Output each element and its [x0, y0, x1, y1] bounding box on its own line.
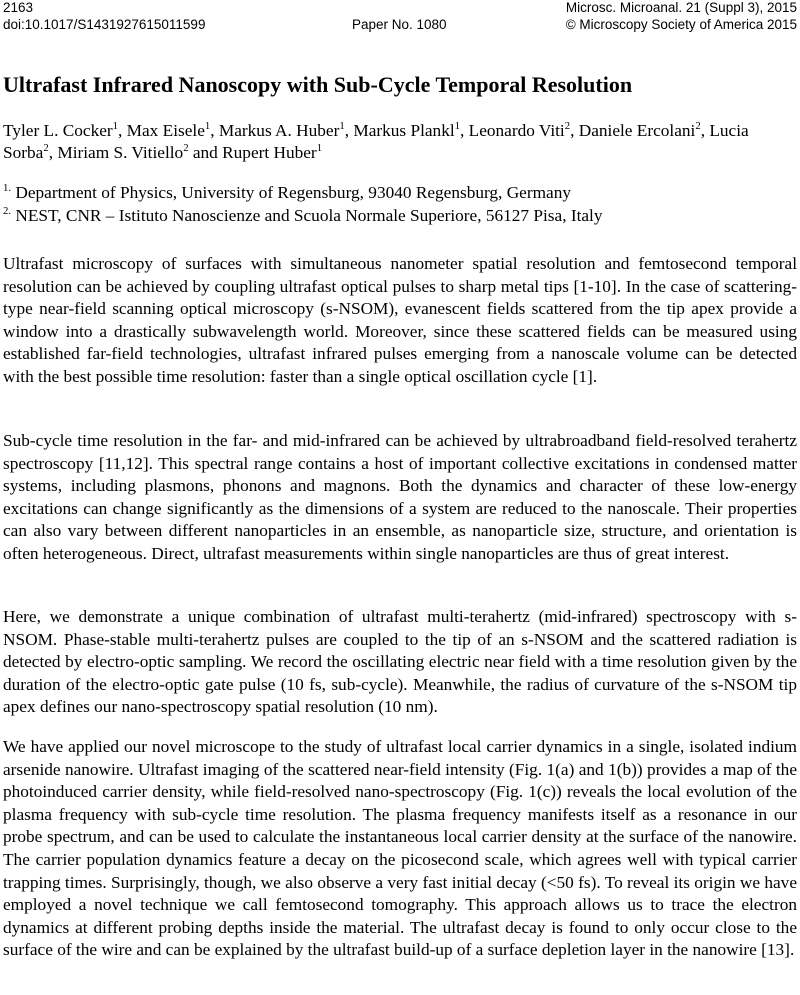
affiliation-text: NEST, CNR – Istituto Nanoscienze and Scuola Normale Superiore, 56127 Pisa, Italy: [11, 206, 603, 225]
affiliation-marker: 1.: [3, 182, 12, 195]
author-separator: ,: [460, 121, 469, 140]
author-name: Markus Plankl: [353, 121, 455, 140]
affiliation-marker: 2.: [3, 205, 12, 218]
paragraph-subcycle: Sub-cycle time resolution in the far- and mid-infrared can be achieved by ultrabroadband field-resolved terahertz spectroscopy [11,12]. This spectral range contains a host of important collective excitations in condensed matter systems, including plasmons, phonons and magnons. Both the dynamics and character of these low-energy excitations can change significantly as the dimensions of a system are reduced to the nanoscale. Their properties can also vary between different nanoparticles in an ensemble, as nanoparticle size, structure, and orientation is often heterogeneous. Direct, ultrafast measurements within single nanoparticles are thus of great interest.: [3, 431, 797, 563]
author-affiliation-marker: 1: [112, 120, 118, 133]
author-affiliation-marker: 1: [339, 120, 345, 133]
author-separator: ,: [210, 121, 219, 140]
affiliation-text: Department of Physics, University of Regensburg, 93040 Regensburg, Germany: [11, 183, 571, 202]
author-affiliation-marker: 2: [695, 120, 701, 133]
author-affiliation-marker: 2: [43, 142, 49, 155]
page-number: 2163: [3, 0, 34, 15]
author-separator: ,: [700, 121, 710, 140]
affiliation-2: [3, 205, 797, 227]
author-list: [3, 120, 797, 164]
author-name: Rupert Huber: [222, 143, 317, 162]
doi: doi:10.1017/S1431927615011599: [3, 17, 206, 32]
copyright: © Microscopy Society of America 2015: [565, 17, 797, 32]
author-affiliation-marker: 2: [564, 120, 571, 133]
author-name: Tyler L. Cocker: [3, 121, 113, 140]
author-separator: ,: [570, 121, 579, 140]
author-name: Markus A. Huber: [218, 121, 340, 140]
paper-number: Paper No. 1080: [352, 17, 447, 32]
author-name: Leonardo Viti: [468, 121, 565, 140]
paragraph-method: Here, we demonstrate a unique combination of ultrafast multi-terahertz (mid-infrared) spectroscopy with s-NSOM. Phase-stable multi-terahertz pulses are coupled to the tip of an s-NSOM and the scattered radiation is detected by electro-optic sampling. We record the oscillating electric near field with a time resolution given by the duration of the electro-optic gate pulse (10 fs, sub-cycle). Meanwhile, the radius of curvature of the s-NSOM tip apex defines our nano-spectroscopy spatial resolution (10 nm).: [3, 607, 797, 717]
paragraph-intro: Ultrafast microscopy of surfaces with simultaneous nanometer spatial resolution and femtosecond temporal resolution can be achieved by coupling ultrafast optical pulses to sharp metal tips [1-10]. In the case of scattering-type near-field scanning optical microscopy (s-NSOM), evanescent fields scattered from the tip apex provide a window into a drastically subwavelength world. Moreover, since these scattered fields can be measured using established far-field technologies, ultrafast infrared pulses emerging from a nanoscale volume can be detected with the best possible time resolution: faster than a single optical oscillation cycle [1].: [3, 254, 797, 386]
author-separator: ,: [118, 121, 127, 140]
author-separator: and: [188, 143, 223, 162]
paper-title: Ultrafast Infrared Nanoscopy with Sub-Cycle Temporal Resolution: [3, 72, 633, 97]
author-separator: ,: [48, 143, 58, 162]
journal-citation: Microsc. Microanal. 21 (Suppl 3), 2015: [565, 0, 797, 15]
author-name: Miriam S. Vitiello: [57, 143, 184, 162]
author-separator: ,: [344, 121, 354, 140]
author-name: Max Eisele: [126, 121, 205, 140]
author-affiliation-marker: 1: [204, 120, 211, 133]
author-affiliation-marker: 2: [183, 142, 189, 155]
author-name: Lucia Sorba: [3, 121, 749, 162]
author-affiliation-marker: 1: [316, 142, 323, 155]
affiliation-1: [3, 182, 797, 204]
paragraph-results: We have applied our novel microscope to the study of ultrafast local carrier dynamics in a single, isolated indium arsenide nanowire. Ultrafast imaging of the scattered near-field intensity (Fig. 1(a) and 1(b)) provides a map of the photoinduced carrier density, while field-resolved nano-spectroscopy (Fig. 1(c)) reveals the local evolution of the plasma frequency with sub-cycle time resolution. The plasma frequency manifests itself as a resonance in our probe spectrum, and can be used to calculate the instantaneous local carrier density at the surface of the nanowire. The carrier population dynamics feature a decay on the picosecond scale, which agrees well with typical carrier trapping times. Surprisingly, though, we also observe a very fast initial decay (<50 fs). To reveal its origin we have employed a novel technique we call femtosecond tomography. This approach allows us to trace the electron dynamics at different probing depths inside the material. The ultrafast decay is found to only occur close to the surface of the wire and can be explained by the ultrafast build-up of a surface depletion layer in the nanowire [13].: [3, 737, 797, 960]
author-name: Daniele Ercolani: [578, 121, 696, 140]
author-affiliation-marker: 1: [454, 120, 461, 133]
